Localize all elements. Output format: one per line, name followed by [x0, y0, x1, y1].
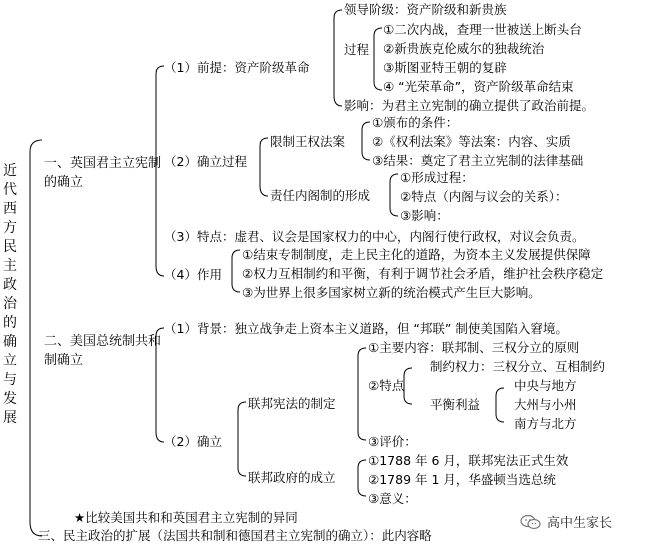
s2-balance: 平衡利益	[430, 397, 481, 412]
s2-const-2: ②特点	[368, 378, 405, 393]
s1-role-3: ③为世界上很多国家树立新的统治模式产生巨大影响。	[242, 285, 541, 300]
s1-limit: 限制王权法案	[270, 134, 346, 149]
s1-limit-2: ②《权利法案》等法案：内容、实质	[372, 134, 571, 149]
brace-s2-est	[238, 402, 246, 476]
brace-s1-premise	[334, 10, 342, 106]
s1-limit-1: ①颁布的条件：	[372, 115, 459, 130]
s2-const-3: ③评价：	[368, 434, 417, 449]
s1-process-label: 过程	[344, 42, 370, 57]
s2-background: （1）背景：独立战争走上资本主义道路，但 “邦联” 制使美国陷入窘境。	[164, 321, 568, 336]
brace-balance	[496, 388, 504, 422]
s1-process-4: ④ “光荣革命”，资产阶级革命结束	[383, 79, 574, 94]
watermark	[520, 512, 612, 531]
brace-features	[404, 368, 412, 404]
s1-process-2: ②新贵族克伦威尔的独裁统治	[383, 41, 545, 56]
s2-balance-2: 大州与小州	[514, 397, 577, 412]
s1-features: （3）特点：虚君、议会是国家权力的中心，内阁行使行政权，对议会负责。	[164, 229, 585, 244]
s1-cabinet-1: ①形成过程：	[400, 170, 474, 185]
s1-process-3: ③斯图亚特王朝的复辟	[383, 60, 507, 75]
s1-cabinet-2: ②特点（内阁与议会的关系）：	[400, 189, 568, 204]
s1-role-1: ①结束专制制度，走上民主化的道路，为资本主义发展提供保障	[242, 247, 591, 262]
s3-title: 三、民主政治的扩展（法国共和制和德国君主立宪制的确立）：此内容略	[38, 528, 432, 543]
s2-title: 二、美国总统制共和制确立	[44, 334, 162, 368]
s1-cabinet: 责任内阁制的形成	[270, 188, 371, 203]
s1-cabinet-3: ③影响：	[400, 208, 449, 223]
s2-balance-3: 南方与北方	[514, 416, 577, 431]
s1-influence: 影响：为君主立宪制的确立提供了政治前提。	[344, 98, 595, 113]
compare-note: ★比较美国共和和英国君主立宪制的异同	[74, 510, 298, 525]
s1-title: 一、英国君主立宪制的确立	[44, 156, 162, 190]
brace-root	[30, 140, 42, 536]
s1-limit-3: ③结果：奠定了君主立宪制的法律基础	[372, 153, 584, 168]
s1-establish: （2）确立过程	[164, 154, 247, 169]
s2-balance-1: 中央与地方	[514, 378, 577, 393]
s2-gov-1: ①1788 年 6 月，联邦宪法正式生效	[368, 453, 569, 468]
s1-lead: 领导阶级：资产阶级和新贵族	[344, 2, 507, 17]
s2-establish: （2）确立	[164, 434, 222, 449]
s2-gov-2: ②1789 年 1 月，华盛顿当选总统	[368, 472, 556, 487]
brace-gov	[358, 460, 366, 496]
brace-const	[358, 348, 366, 440]
wechat-icon	[520, 514, 542, 530]
brace-role	[232, 250, 240, 292]
brace-establish	[260, 138, 268, 196]
s1-process-1: ①二次内战，查理一世被送上断头台	[383, 22, 582, 37]
s2-constitution: 联邦宪法的制定	[248, 396, 336, 411]
s2-gov: 联邦政府的成立	[248, 470, 336, 485]
root-title: 近代西方民主政治的确立与发展	[3, 163, 17, 426]
s1-role: （4）作用	[164, 267, 222, 282]
brace-cabinet	[390, 174, 398, 216]
watermark-text: 高中生家长	[547, 516, 613, 531]
s2-gov-3: ③意义：	[368, 491, 417, 506]
brace-limit	[362, 122, 370, 160]
s2-const-1: ①主要内容：联邦制、三权分立的原则	[368, 340, 580, 355]
brace-process	[374, 28, 382, 90]
s2-check: 制约权力：三权分立、互相制约	[430, 359, 606, 374]
s1-role-2: ②权力互相制约和平衡，有利于调节社会矛盾，维护社会秩序稳定	[242, 266, 604, 281]
s1-premise: （1）前提：资产阶级革命	[164, 60, 310, 75]
